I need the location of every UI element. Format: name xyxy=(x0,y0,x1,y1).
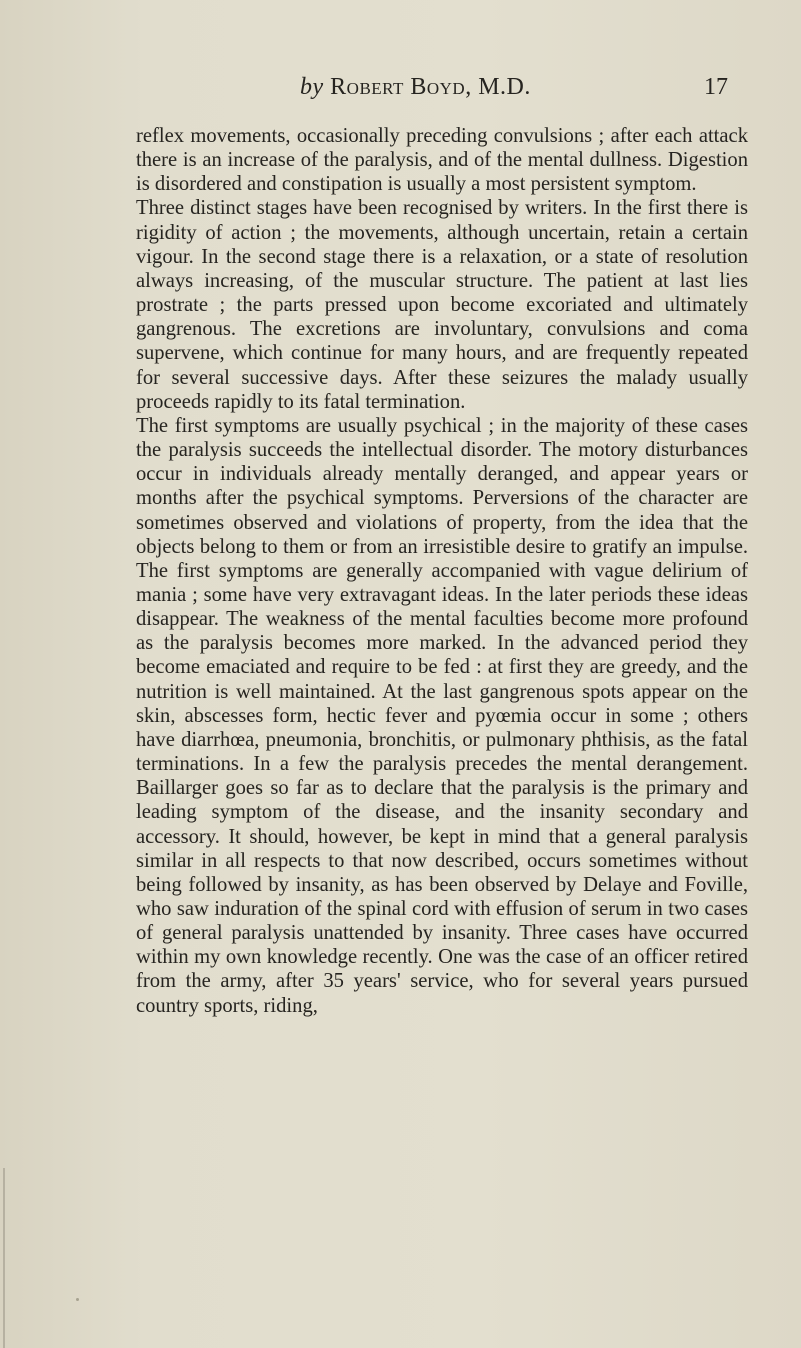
paper-speck xyxy=(76,1298,79,1301)
running-head-author: Robert Boyd, M.D. xyxy=(330,74,531,100)
body-text xyxy=(136,124,748,1018)
page-number: 17 xyxy=(704,74,728,100)
paragraph-1: reflex movements, occasionally preceding convulsions ; after each attack there is an increase of the paralysis, and of the mental dullness. Digestion is disordered and constipation is usually a most persistent symptom. xyxy=(136,125,748,196)
running-head xyxy=(0,74,801,104)
paragraph-3: The first symptoms are usually psychical ; in the majority of these cases the paralysis succeeds the intellectual disorder. The motory disturbances occur in individuals already mentally deranged, and appear years or months after the psychical symptoms. Perversions of the character are sometimes observed and violations of property, from the idea that the objects belong to them or from an irresistible desire to gratify an impulse. The first symptoms are generally accompanied with vague delirium of mania ; some have very extravagant ideas. In the later periods these ideas disappear. The weakness of the mental faculties become more profound as the paralysis becomes more marked. In the advanced period they become emaciated and require to be fed : at first they are greedy, and the nutrition is well maintained. At the last gangrenous spots appear on the skin, abscesses form, hectic fever and pyœmia occur in some ; others have diarrhœa, pneumonia, bronchitis, or pulmonary phthisis, as the fatal terminations. In a few the paralysis precedes the mental derangement. Baillarger goes so far as to declare that the paralysis is the primary and leading symptom of the disease, and the insanity secondary and accessory. It should, however, be kept in mind that a general paralysis similar in all respects to that now described, occurs sometimes without being followed by insanity, as has been observed by Delaye and Foville, who saw induration of the spinal cord with effusion of serum in two cases of general paralysis unattended by insanity. Three cases have occurred within my own knowledge recently. One was the case of an officer retired from the army, after 35 years' service, who for several years pursued country sports, riding, xyxy=(136,414,748,1017)
page-edge-shadow xyxy=(3,1168,5,1348)
running-head-prefix: by xyxy=(300,74,324,100)
paragraph-2: Three distinct stages have been recognised by writers. In the first there is rigidity of action ; the movements, although uncertain, retain a certain vigour. In the second stage there is a relaxation, or a state of resolution always increasing, of the muscular structure. The patient at last lies prostrate ; the parts pressed upon become excoriated and ultimately gangrenous. The excretions are involuntary, convulsions and coma supervene, which continue for many hours, and are frequently repeated for several successive days. After these seizures the malady usually proceeds rapidly to its fatal termination. xyxy=(136,197,748,413)
running-head-title xyxy=(300,74,531,101)
